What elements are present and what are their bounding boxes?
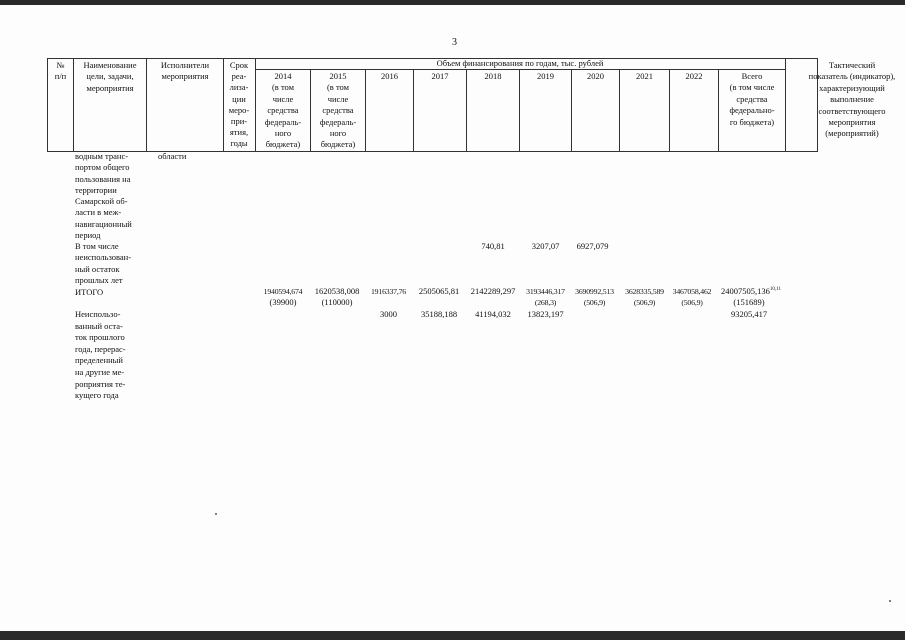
header-year-2014: 2014 (в том числе средства федераль- ного бюджета)	[264, 71, 302, 150]
row-redistributed-total: 93205,417	[730, 309, 768, 319]
row-unused-2020: 6927,079	[576, 241, 609, 251]
total-2015: 1620538,008	[314, 286, 360, 296]
row-redistributed-2018: 41194,032	[475, 309, 511, 319]
total-2014-federal: (39900)	[269, 297, 297, 307]
row-unused-name: В том числе неиспользован- ный остаток прошлых лет	[75, 241, 132, 285]
total-2020-federal: (506,9)	[583, 298, 606, 307]
total-2019: 3193446,317	[526, 287, 565, 296]
header-total: Всего (в том числе средства федерально- го бюджета)	[729, 71, 775, 127]
total-all-years-value: 24007505,136	[721, 286, 770, 296]
total-2022: 3467058,462	[672, 287, 712, 296]
header-year-2016: 2016	[381, 71, 398, 81]
table-header	[47, 58, 896, 152]
header-funding-group: Объем финансирования по годам, тыс. рублей	[436, 58, 604, 68]
header-year-2020: 2020	[587, 71, 604, 81]
row-redistributed-2016: 3000	[380, 309, 397, 319]
row-total-label: ИТОГО	[75, 287, 104, 297]
total-2017: 2505065,81	[418, 286, 460, 296]
total-2021-federal: (506,9)	[633, 298, 656, 307]
header-year-2019: 2019	[537, 71, 554, 81]
header-indicator: Тактический показатель (индикатор), характеризующий выполнение соответствующего мероприятия (мероприятий)	[808, 60, 896, 139]
total-2020: 3690992,513	[575, 287, 614, 296]
scan-bottom-edge	[0, 631, 905, 640]
total-2015-federal: (110000)	[321, 297, 353, 307]
header-name: Наименование цели, задачи, мероприятия	[83, 60, 137, 93]
row-continuation-name: водным транс- портом общего пользования на территории Самарской об- ласти в меж- навигационный период	[75, 151, 132, 241]
row-unused-2019: 3207,07	[531, 241, 560, 251]
row-redistributed-name: Неиспользо- ванный оста- ток прошлого года, перерас- пределенный на другие ме- роприятия те- кущего года	[75, 309, 126, 401]
header-executors: Исполнители мероприятия	[160, 60, 210, 82]
header-number: № п/п	[54, 60, 67, 82]
scan-speck	[215, 513, 217, 515]
total-2021: 3628335,589	[625, 287, 664, 296]
total-2018: 2142289,297	[470, 286, 516, 296]
page-number: 3	[452, 37, 457, 48]
row-redistributed-2019: 13823,197	[527, 309, 564, 319]
scan-speck	[889, 600, 891, 602]
total-2014: 1940594,674	[263, 287, 303, 296]
row-unused-2018: 740,81	[481, 241, 505, 251]
header-term: Срок реа- лиза- ции меро- при- ятия, годы	[228, 60, 250, 149]
total-2019-federal: (268,3)	[534, 298, 557, 307]
total-2022-federal: (506,9)	[681, 298, 703, 307]
header-year-2015: 2015 (в том числе средства федераль- ного бюджета)	[319, 71, 357, 150]
total-footnote-ref: 10,11	[769, 287, 781, 293]
header-year-2022: 2022	[685, 71, 703, 81]
total-2016: 1916337,76	[370, 287, 407, 296]
row-redistributed-2017: 35188,188	[420, 309, 458, 319]
total-all-years-federal: (151689)	[733, 297, 765, 307]
header-year-2021: 2021	[636, 71, 653, 81]
header-year-2018: 2018	[484, 71, 502, 81]
scan-top-edge	[0, 0, 905, 5]
header-year-2017: 2017	[431, 71, 449, 81]
total-all-years	[716, 286, 786, 297]
row-continuation-executor: области	[158, 151, 187, 161]
